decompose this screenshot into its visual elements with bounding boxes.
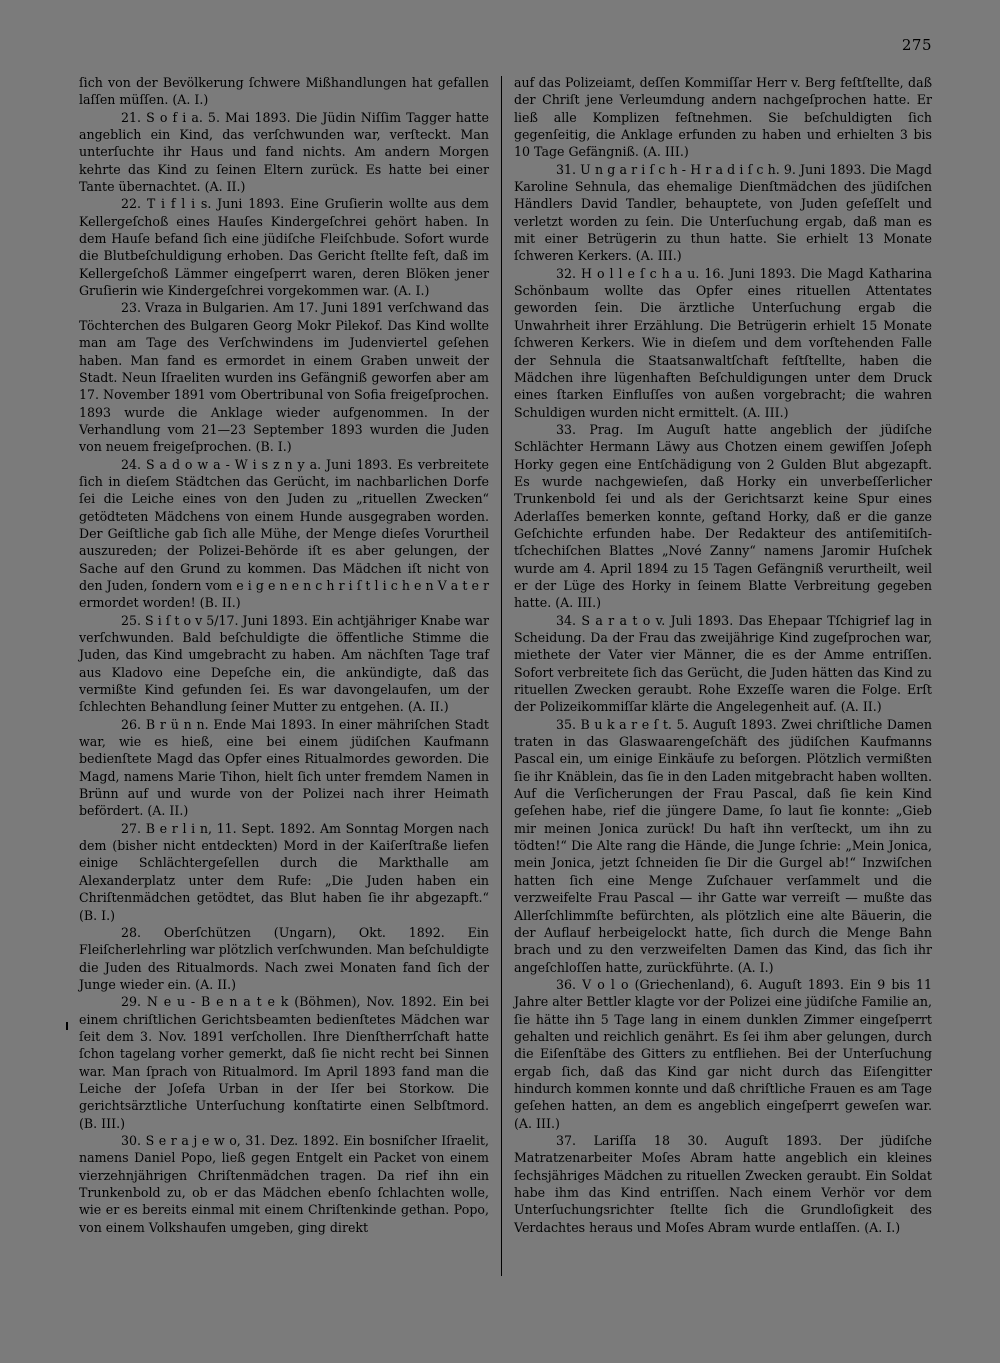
entry-37-larissa: 37. Lariſſa 18 30. Auguſt 1893. Der jüdiſche Matratzenarbeiter Moſes Abram hatte angeblich ein kleines ſechsjähriges Mädchen zu rituellen Zwecken geraubt. Ein Soldat habe ihm das Kind entriſſen. Nach einem Verhör vor dem Unterſuchungsrichter ſtellte ſich die Grundloſigkeit des Verdachtes heraus und Moſes Abram wurde entlaſſen. (A. I.) xyxy=(514,1132,932,1235)
right-column xyxy=(514,74,932,1236)
paragraph-continuation: ſich von der Bevölkerung ſchwere Mißhandlungen hat gefallen laſſen müſſen. (A. I.) xyxy=(79,75,489,108)
margin-mark xyxy=(66,1022,68,1030)
entry-30-serajewo: 30. S e r a j e w o, 31. Dez. 1892. Ein bosniſcher Iſraelit, namens Daniel Popo, ließ gegen Entgelt ein Packet von einem vierzehnjährigen Chriſtenmädchen tragen. Da rief ihn ein Trunkenbold zu, ob er das Mädchen ebenſo ſchlachten wolle, wie er es bereits einmal mit einem Chriſtenkinde gethan. Popo, von einem Volkshaufen umgeben, ging direkt xyxy=(79,1132,489,1235)
paragraph-continuation-right: auf das Polizeiamt, deſſen Kommiſſar Herr v. Berg feſtſtellte, daß der Chriſt jene Verleumdung andern nachgeſprochen hatte. Er ließ alle Komplizen feſtnehmen. Sie beſchuldigten ſich gegenſeitig, die Anklage erfunden zu haben und erhielten 3 bis 10 Tage Gefängniß. (A. III.) xyxy=(514,75,932,160)
entry-23-vraza: 23. Vraza in Bulgarien. Am 17. Juni 1891 verſchwand das Töchterchen des Bulgaren Georg Mokr Pilekof. Das Kind wollte man am Tage des Verſchwindens im Judenviertel geſehen haben. Man fand es ermordet in einem Graben unweit der Stadt. Neun Iſraeliten wurden ins Gefängniß geworfen aber am 17. November 1891 vom Obertribunal von Sofia freigeſprochen. 1893 wurde die Anklage wieder aufgenommen. In der Verhandlung vom 21—23 September 1893 wurden die Juden von neuem freigeſprochen. (B. I.) xyxy=(79,300,489,455)
entry-22-tiflis: 22. T i f l i s. Juni 1893. Eine Gruſierin wollte aus dem Kellergeſchoß eines Hauſes Kindergeſchrei gehört haben. In dem Hauſe befand ſich eine jüdiſche Fleiſchbude. Sofort wurde die Blutbeſchuldigung erhoben. Das Gericht ſtellte feſt, daß im Kellergeſchoß Lämmer eingeſperrt waren, deren Blöken jener Gruſierin wie Kindergeſchrei vorgekommen war. (A. I.) xyxy=(79,196,489,299)
page-number: 275 xyxy=(901,36,932,54)
entry-36-volo: 36. V o l o (Griechenland), 6. Auguſt 1893. Ein 9 bis 11 Jahre alter Bettler klagte vor der Polizei eine jüdiſche Familie an, ſie hätte ihn 5 Tage lang in einem dunklen Zimmer eingeſperrt gehalten und reichlich genährt. Es ſei ihm aber gelungen, durch die Eiſenſtäbe des Gitters zu entfliehen. Bei der Unterſuchung ergab ſich, daß das Kind gar nicht durch das Eiſengitter hindurch kommen konnte und daß chriſtliche Frauen es am Tage geſehen hatten, an dem es angeblich eingeſperrt geweſen war. (A. III.) xyxy=(514,976,932,1131)
entry-24-sadowa-wiszmya: 24. S a d o w a - W i s z n y a. Juni 1893. Es verbreitete ſich in dieſem Städtchen das Gerücht, im nachbarlichen Dorfe ſei die Leiche eines von den Juden zu „rituellen Zwecken“ getödteten Mädchens von einem Hunde ausgegraben worden. Der Geiſtliche gab ſich alle Mühe, der Menge dieſes Vorurtheil auszureden; der Polizei-Behörde iſt es aber gelungen, der Sache auf den Grund zu kommen. Das Mädchen iſt nicht von den Juden, ſondern vom e i g e n e n c h r i ſ t l i c h e n V a t e r ermordet worden! (B. II.) xyxy=(79,456,489,611)
entry-26-bruenn: 26. B r ü n n. Ende Mai 1893. In einer mähriſchen Stadt war, wie es hieß, eine bei einem jüdiſchen Kaufmann bedienſtete Magd das Opfer eines Ritualmordes geworden. Die Magd, namens Marie Tihon, hielt ſich unter fremdem Namen in Brünn auf und wurde von der Polizei nach ihrer Heimath befördert. (A. II.) xyxy=(79,716,489,819)
entry-32-holleschau: 32. H o l l e ſ c h a u. 16. Juni 1893. Die Magd Katharina Schönbaum wollte das Opfer eines rituellen Attentates geworden ſein. Die ärztliche Unterſuchung ergab die Unwahrheit ihrer Erzählung. Die Betrügerin erhielt 15 Monate ſchweren Kerkers. Wie in dieſem und dem vorſtehenden Falle der Sehnula die Staatsanwaltſchaft feſtſtellte, haben die Mädchen ihre lügenhaften Beſchuldigungen unter dem Druck eines ſtarken Einfluſſes von außen vorgebracht; die wahren Schuldigen wurden nicht ermittelt. (A. III.) xyxy=(514,265,932,420)
entry-28-oberschuetzen: 28. Oberſchützen (Ungarn), Okt. 1892. Ein Fleiſcherlehrling war plötzlich verſchwunden. Man beſchuldigte die Juden des Ritualmords. Nach zwei Monaten fand ſich der Junge wieder ein. (A. II.) xyxy=(79,924,489,992)
entry-29-neu-benatek: 29. N e u - B e n a t e k (Böhmen), Nov. 1892. Ein bei einem chriſtlichen Gerichtsbeamten bedienſtetes Mädchen war ſeit dem 3. Nov. 1891 verſchollen. Ihre Dienſtherrſchaft hatte ſchon tagelang vorher gemerkt, daß ſie nicht recht bei Sinnen war. Man ſprach von Ritualmord. Im April 1893 fand man die Leiche der Joſefa Urban in der Iſer bei Storkow. Die gerichtsärztliche Unterſuchung konſtatirte einen Selbſtmord. (B. III.) xyxy=(79,994,489,1131)
entry-35-bukarest: 35. B u k a r e ſ t. 5. Auguſt 1893. Zwei chriſtliche Damen traten in das Glaswaarengeſchäft des jüdiſchen Kaufmanns Pascal ein, um einige Einkäufe zu beſorgen. Plötzlich vermißten ſie ihr Knäblein, das ſie in den Laden mitgebracht haben wollten. Auf die Verſicherungen der Frau Pascal, daß ſie kein Kind geſehen habe, rief die jüngere Dame, ſo laut ſie konnte: „Gieb mir meinen Jonica zurück! Du haſt ihn verſteckt, um ihn zu tödten!“ Die Alte rang die Hände, die Junge ſchrie: „Mein Jonica, mein Jonica, jetzt ſchneiden ſie Dir die Gurgel ab!“ Inzwiſchen hatten ſich eine Menge Zuſchauer verſammelt und die verzweifelte Frau Pascal — ihr Gatte war verreiſt — mußte das Allerſchlimmſte befürchten, als plötzlich eine alte Bäuerin, die der Auflauf herbeigelockt hatte, ſich durch die Menge Bahn brach und zu den verzweifelten Damen das Kind, das ſich ihr angeſchloſſen hatte, zurückführte. (A. I.) xyxy=(514,716,932,975)
entry-33-prag: 33. Prag. Im Auguſt hatte angeblich der jüdiſche Schlächter Hermann Läwy aus Chotzen einem gewiſſen Joſeph Horky gegen eine Entſchädigung von 2 Gulden Blut abgezapft. Es wurde nachgewieſen, daß Horky ein unverbeſſerlicher Trunkenbold ſei und als der Gerichtsarzt keine Spur eines Aderlaſſes bemerken konnte, geſtand Horky, daß er die ganze Geſchichte erfunden habe. Der Redakteur des antiſemitiſch-tſchechiſchen Blattes „Nové Zanny“ namens Jaromir Huſchek wurde am 4. April 1894 zu 15 Tagen Gefängniß verurtheilt, weil er der Lüge des Horky in ſeinem Blatte Verbreitung gegeben hatte. (A. III.) xyxy=(514,421,932,611)
entry-31-ungarisch-hradisch: 31. U n g a r i ſ c h - H r a d i ſ c h. 9. Juni 1893. Die Magd Karoline Sehnula, das ehemalige Dienſtmädchen des jüdiſchen Händlers David Tandler, behauptete, von Juden geſeſſelt und verletzt worden zu ſein. Die Unterſuchung ergab, daß man es mit einer Betrügerin zu thun hatte. Sie erhielt 13 Monate ſchweren Kerkers. (A. III.) xyxy=(514,161,932,264)
entry-25-sistov: 25. S i ſ t o v 5/17. Juni 1893. Ein achtjähriger Knabe war verſchwunden. Bald beſchuldigte die öffentliche Stimme die Juden, das Kind umgebracht zu haben. Am nächſten Tage traf aus Kladovo eine Depeſche ein, die ankündigte, daß das vermißte Kind gefunden ſei. Es war davongelaufen, um der ſchlechten Behandlung ſeiner Mutter zu entgehen. (A. II.) xyxy=(79,612,489,715)
entry-27-berlin: 27. B e r l i n, 11. Sept. 1892. Am Sonntag Morgen nach dem (bisher nicht entdeckten) Mord in der Kaiſerſtraße liefen einige Schlächtergeſellen durch die Markthalle am Alexanderplatz unter dem Rufe: „Die Juden haben ein Chriſtenmädchen getödtet, das Blut haben ſie ihr abgezapft.“ (B. I.) xyxy=(79,820,489,923)
left-column xyxy=(79,74,489,1236)
entry-34-saratov: 34. S a r a t o v. Juli 1893. Das Ehepaar Tſchigrief lag in Scheidung. Da der Frau das zweijährige Kind zugeſprochen war, miethete der Vater vier Männer, die es der Amme entriſſen. Sofort verbreitete ſich das Gerücht, die Juden hätten das Kind zu rituellen Zwecken geraubt. Rohe Exzeſſe waren die Folge. Erſt der Polizeikommiſſar klärte die Angelegenheit auf. (A. II.) xyxy=(514,612,932,715)
column-divider xyxy=(501,76,502,1276)
entry-21-sofia: 21. S o f i a. 5. Mai 1893. Die Jüdin Niſſim Tagger hatte angeblich ein Kind, das verſchwunden war, verſteckt. Man unterſuchte ihr Haus und fand nichts. Am andern Morgen kehrte das Kind zu ſeinen Eltern zurück. Es hatte bei einer Tante übernachtet. (A. II.) xyxy=(79,109,489,195)
